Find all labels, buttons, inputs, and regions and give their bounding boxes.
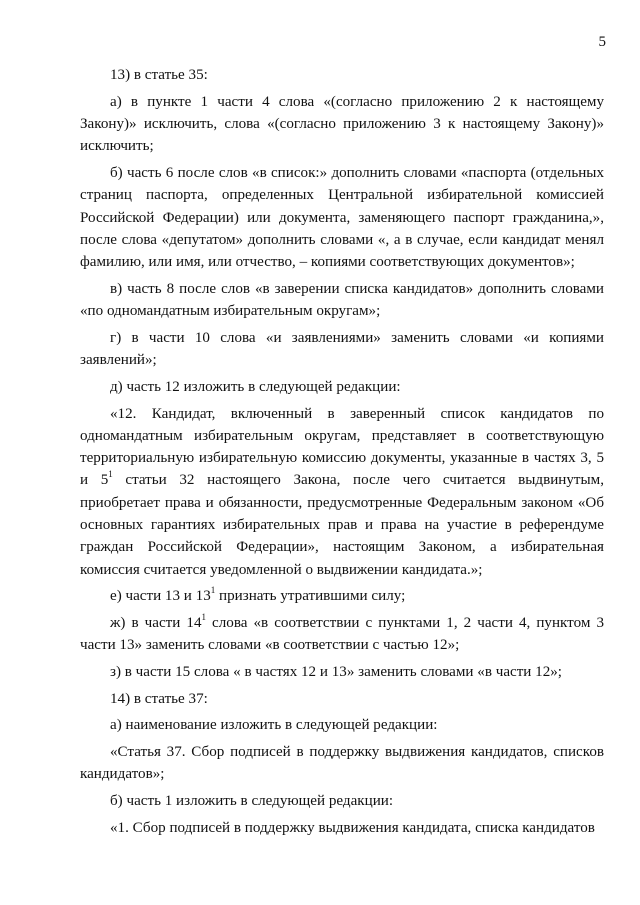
paragraph-item-13b: б) часть 6 после слов «в список:» дополнить словами «паспорта (отдельных страниц паспорта, определенных Центральной избирательной комиссией Российской Федерации) или документа, заменяющего паспорт гражданина,», после слова «депутатом» дополнить словами «, а в случае, если кандидат менял фамилию, или имя, или отчество, – копиями соответствующих документов»; [80,164,604,271]
paragraph-item-13e [80,585,604,607]
paragraph-item-13e-b: признать утратившими силу; [215,588,406,605]
superscript-one: 1 [108,469,113,480]
paragraph-item-13d: д) часть 12 изложить в следующей редакции: [110,378,401,395]
paragraph-part-12-text [80,403,604,581]
page-number: 5 [598,34,606,50]
paragraph-item-13zh-b: слова «в соответствии с пунктами 1, 2 части 4, пунктом 3 части 13» заменить словами «в соответствии с частью 12»; [80,614,604,654]
superscript-one: 1 [201,611,206,622]
paragraph-item-13g: г) в части 10 слова «и заявлениями» заменить словами «и копиями заявлений»; [80,329,604,369]
paragraph-item-13: 13) в статье 35: [110,67,208,83]
paragraph-item-13v: в) часть 8 после слов «в заверении списка кандидатов» дополнить словами «по одномандатным избирательным округам»; [80,280,604,320]
paragraph-part-1-text: «1. Сбор подписей в поддержку выдвижения кандидата, списка кандидатов [110,819,595,836]
paragraph-item-13e-a: е) части 13 и 13 [110,588,211,605]
paragraph-part-12-text-b: статьи 32 настоящего Закона, после чего считается выдвинутым, приобретает права и обязанности, предусмотренные Федеральным законом «Об основных гарантиях избирательных прав и права на участие в референдуме граждан Российской Федерации», настоящим Законом, а избирательная комиссия считается уведомленной о выдвижении кандидата.»; [80,472,604,578]
document-body [80,64,604,839]
paragraph-item-14a: а) наименование изложить в следующей редакции: [110,717,438,734]
paragraph-article-37-title: «Статья 37. Сбор подписей в поддержку выдвижения кандидатов, списков кандидатов»; [80,744,604,783]
paragraph-part-12-text-a: «12. Кандидат, включенный в заверенный список кандидатов по одномандатным избирательным округам, представляет в соответствующую территориальную избирательную комиссию документы, указанные в частях 3, 5 и 5 [80,405,604,489]
paragraph-item-13zh-a: ж) в части 14 [110,614,202,631]
paragraph-item-13a: а) в пункте 1 части 4 слова «(согласно приложению 2 к настоящему Закону)» исключить, слова «(согласно приложению 3 к настоящему Закону)» исключить; [80,93,604,155]
paragraph-item-14b: б) часть 1 изложить в следующей редакции: [110,792,394,809]
paragraph-item-13zh [80,612,604,657]
superscript-one: 1 [210,585,216,596]
paragraph-item-14: 14) в статье 37: [110,690,208,707]
paragraph-item-13z: з) в части 15 слова « в частях 12 и 13» заменить словами «в части 12»; [110,663,562,680]
